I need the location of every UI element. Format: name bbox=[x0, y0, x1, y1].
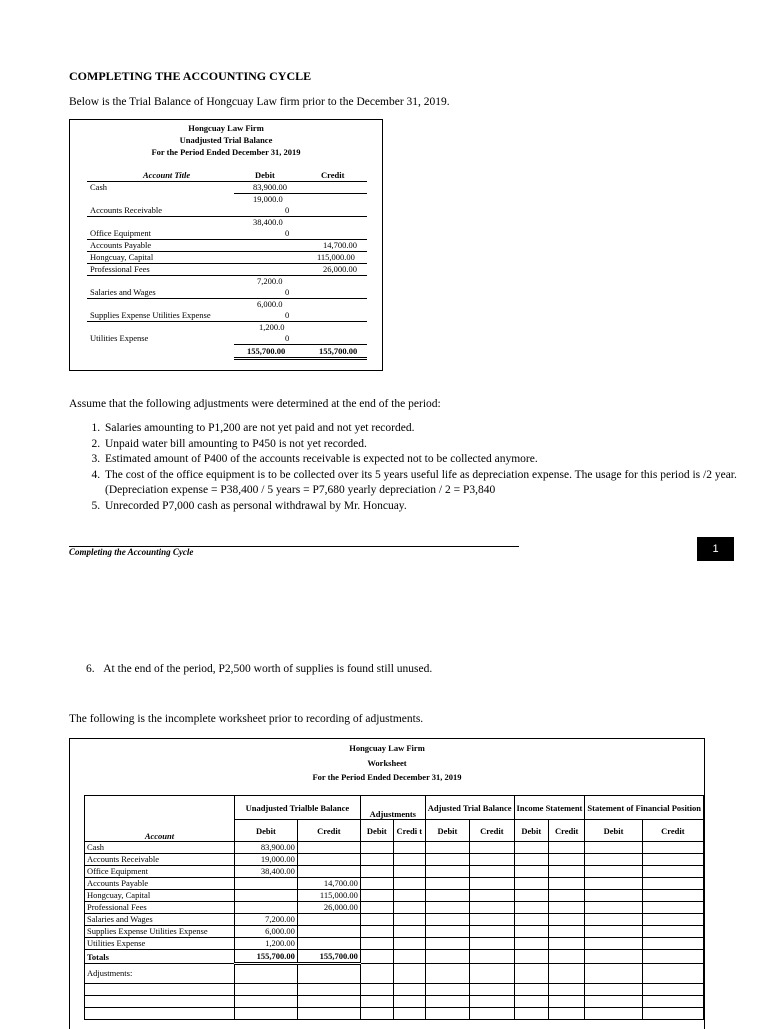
ws-col-account: Account bbox=[85, 796, 235, 842]
worksheet-table bbox=[84, 795, 704, 1020]
ws-debit bbox=[234, 878, 297, 890]
list-item: 1. Salaries amounting to P1,200 are not yet paid and not yet recorded. bbox=[103, 421, 743, 437]
ws-col-debit: Debit bbox=[234, 820, 297, 842]
footer-title: Completing the Accounting Cycle bbox=[69, 547, 194, 557]
table-row bbox=[85, 902, 704, 914]
ws-total-debit: 155,700.00 bbox=[234, 950, 297, 964]
ws-credit bbox=[297, 866, 360, 878]
ws-debit: 6,000.00 bbox=[234, 926, 297, 938]
ws-debit: 19,000.00 bbox=[234, 854, 297, 866]
ws-subtitle: Worksheet bbox=[367, 758, 407, 768]
tb-total-credit: 155,700.00 bbox=[319, 346, 358, 356]
assume-text: Assume that the following adjustments were determined at the end of the period: bbox=[69, 398, 441, 410]
ws-col-debit: Debit bbox=[585, 820, 642, 842]
ws-credit bbox=[297, 938, 360, 950]
ws-credit bbox=[297, 914, 360, 926]
ws-period: For the Period Ended December 31, 2019 bbox=[312, 772, 462, 782]
ws-group-adjustments: Adjustments bbox=[360, 796, 425, 820]
tb-row-account: Professional Fees bbox=[90, 264, 150, 274]
ws-col-debit: Debit bbox=[514, 820, 548, 842]
tb-row-debit2: 0 bbox=[285, 228, 290, 238]
item6-text: At the end of the period, P2,500 worth of supplies is found still unused. bbox=[103, 663, 433, 675]
ws-account: Accounts Payable bbox=[85, 878, 235, 890]
tb-row-debit: 6,000.0 bbox=[257, 299, 283, 309]
tb-row-account: Salaries and Wages bbox=[90, 287, 156, 297]
ws-account: Hongcuay, Capital bbox=[85, 890, 235, 902]
ws-totals-label: Totals bbox=[85, 950, 235, 964]
tb-row-debit: 19,000.0 bbox=[253, 194, 283, 204]
worksheet-box bbox=[69, 738, 705, 1029]
tb-row-debit2: 0 bbox=[285, 205, 290, 215]
ws-debit bbox=[234, 890, 297, 902]
ws-account: Cash bbox=[85, 842, 235, 854]
tb-row-account: Accounts Receivable bbox=[90, 205, 162, 215]
table-row bbox=[85, 914, 704, 926]
ws-adjustments-label: Adjustments: bbox=[85, 964, 235, 984]
totals-row bbox=[85, 950, 704, 964]
ws-debit: 38,400.00 bbox=[234, 866, 297, 878]
tb-firm: Hongcuay Law Firm bbox=[188, 123, 264, 133]
tb-row-account: Utilities Expense bbox=[90, 333, 149, 343]
ws-account: Salaries and Wages bbox=[85, 914, 235, 926]
trial-balance-table bbox=[69, 119, 381, 369]
worksheet-intro: The following is the incomplete worksheet prior to recording of adjustments. bbox=[69, 713, 424, 725]
ws-group-adjusted: Adjusted Trial Balance bbox=[425, 796, 514, 820]
tb-row-debit: 83,900.00 bbox=[253, 182, 287, 192]
tb-col-debit: Debit bbox=[255, 170, 275, 180]
tb-row-debit2: 0 bbox=[285, 310, 290, 320]
tb-col-account: Account Title bbox=[143, 170, 191, 180]
list-item: 2. Unpaid water bill amounting to P450 is not yet recorded. bbox=[103, 437, 743, 453]
tb-row-account: Accounts Payable bbox=[90, 240, 152, 250]
table-row bbox=[85, 890, 704, 902]
ws-col-credit: Credi t bbox=[393, 820, 425, 842]
ws-account: Utilities Expense bbox=[85, 938, 235, 950]
ws-credit bbox=[297, 926, 360, 938]
ws-account: Supplies Expense Utilities Expense bbox=[85, 926, 235, 938]
page-number-badge: 1 bbox=[697, 537, 734, 561]
tb-period: For the Period Ended December 31, 2019 bbox=[151, 147, 301, 157]
ws-col-credit: Credit bbox=[642, 820, 703, 842]
ws-col-credit: Credit bbox=[470, 820, 514, 842]
tb-row-debit: 38,400.0 bbox=[253, 217, 283, 227]
tb-row-credit: 14,700.00 bbox=[323, 240, 357, 250]
tb-row-credit: 26,000.00 bbox=[323, 264, 357, 274]
ws-group-position: Statement of Financial Position bbox=[585, 796, 704, 820]
ws-account: Professional Fees bbox=[85, 902, 235, 914]
ws-group-income: Income Statement bbox=[514, 796, 585, 820]
ws-group-unadjusted: Unadjusted Trialble Balance bbox=[234, 796, 360, 820]
tb-row-credit: 115,000.00 bbox=[317, 252, 355, 262]
tb-subtitle: Unadjusted Trial Balance bbox=[179, 135, 273, 145]
table-row bbox=[85, 878, 704, 890]
page-heading: COMPLETING THE ACCOUNTING CYCLE bbox=[69, 69, 312, 83]
ws-credit bbox=[297, 842, 360, 854]
ws-credit: 14,700.00 bbox=[297, 878, 360, 890]
table-row bbox=[85, 842, 704, 854]
tb-row-account: Office Equipment bbox=[90, 228, 151, 238]
table-row bbox=[85, 996, 704, 1008]
tb-row-account: Cash bbox=[90, 182, 107, 192]
table-row bbox=[85, 1008, 704, 1020]
ws-account: Accounts Receivable bbox=[85, 854, 235, 866]
ws-col-debit: Debit bbox=[425, 820, 469, 842]
adjustments-row bbox=[85, 964, 704, 984]
table-row bbox=[85, 984, 704, 996]
list-item: 4. The cost of the office equipment is to be collected over its 5 years useful life as depreciation expense. The usage for this period is /2 year. (Depreciation expense = P38,400 / 5 years = P7,680 yearly depreciation / 2 = P3,840 bbox=[103, 468, 743, 499]
ws-credit: 115,000.00 bbox=[297, 890, 360, 902]
tb-row-debit: 7,200.0 bbox=[257, 276, 283, 286]
ws-total-credit: 155,700.00 bbox=[297, 950, 360, 964]
ws-credit bbox=[297, 854, 360, 866]
list-item: 5. Unrecorded P7,000 cash as personal withdrawal by Mr. Honcuay. bbox=[103, 499, 743, 515]
tb-row-account: Hongcuay, Capital bbox=[90, 252, 154, 262]
tb-row-account: Supplies Expense Utilities Expense bbox=[90, 310, 211, 320]
ws-col-credit: Credit bbox=[297, 820, 360, 842]
tb-col-credit: Credit bbox=[321, 170, 345, 180]
tb-row-debit: 1,200.0 bbox=[259, 322, 285, 332]
ws-debit: 83,900.00 bbox=[234, 842, 297, 854]
ws-debit: 1,200.00 bbox=[234, 938, 297, 950]
tb-total-debit: 155,700.00 bbox=[247, 346, 286, 356]
ws-credit: 26,000.00 bbox=[297, 902, 360, 914]
list-item: 3. Estimated amount of P400 of the accounts receivable is expected not to be collected anymore. bbox=[103, 452, 743, 468]
table-row bbox=[85, 866, 704, 878]
ws-debit bbox=[234, 902, 297, 914]
ws-col-debit: Debit bbox=[360, 820, 393, 842]
adjustment-item-6 bbox=[86, 663, 432, 675]
ws-account: Office Equipment bbox=[85, 866, 235, 878]
ws-col-credit: Credit bbox=[548, 820, 584, 842]
tb-row-debit2: 0 bbox=[285, 287, 290, 297]
table-row bbox=[85, 926, 704, 938]
tb-row-debit2: 0 bbox=[285, 333, 290, 343]
item6-number: 6. bbox=[86, 663, 95, 675]
table-row bbox=[85, 938, 704, 950]
intro-text: Below is the Trial Balance of Hongcuay Law firm prior to the December 31, 2019. bbox=[69, 96, 450, 108]
table-row bbox=[85, 854, 704, 866]
ws-debit: 7,200.00 bbox=[234, 914, 297, 926]
adjustments-list bbox=[69, 421, 743, 514]
ws-firm: Hongcuay Law Firm bbox=[349, 743, 425, 753]
